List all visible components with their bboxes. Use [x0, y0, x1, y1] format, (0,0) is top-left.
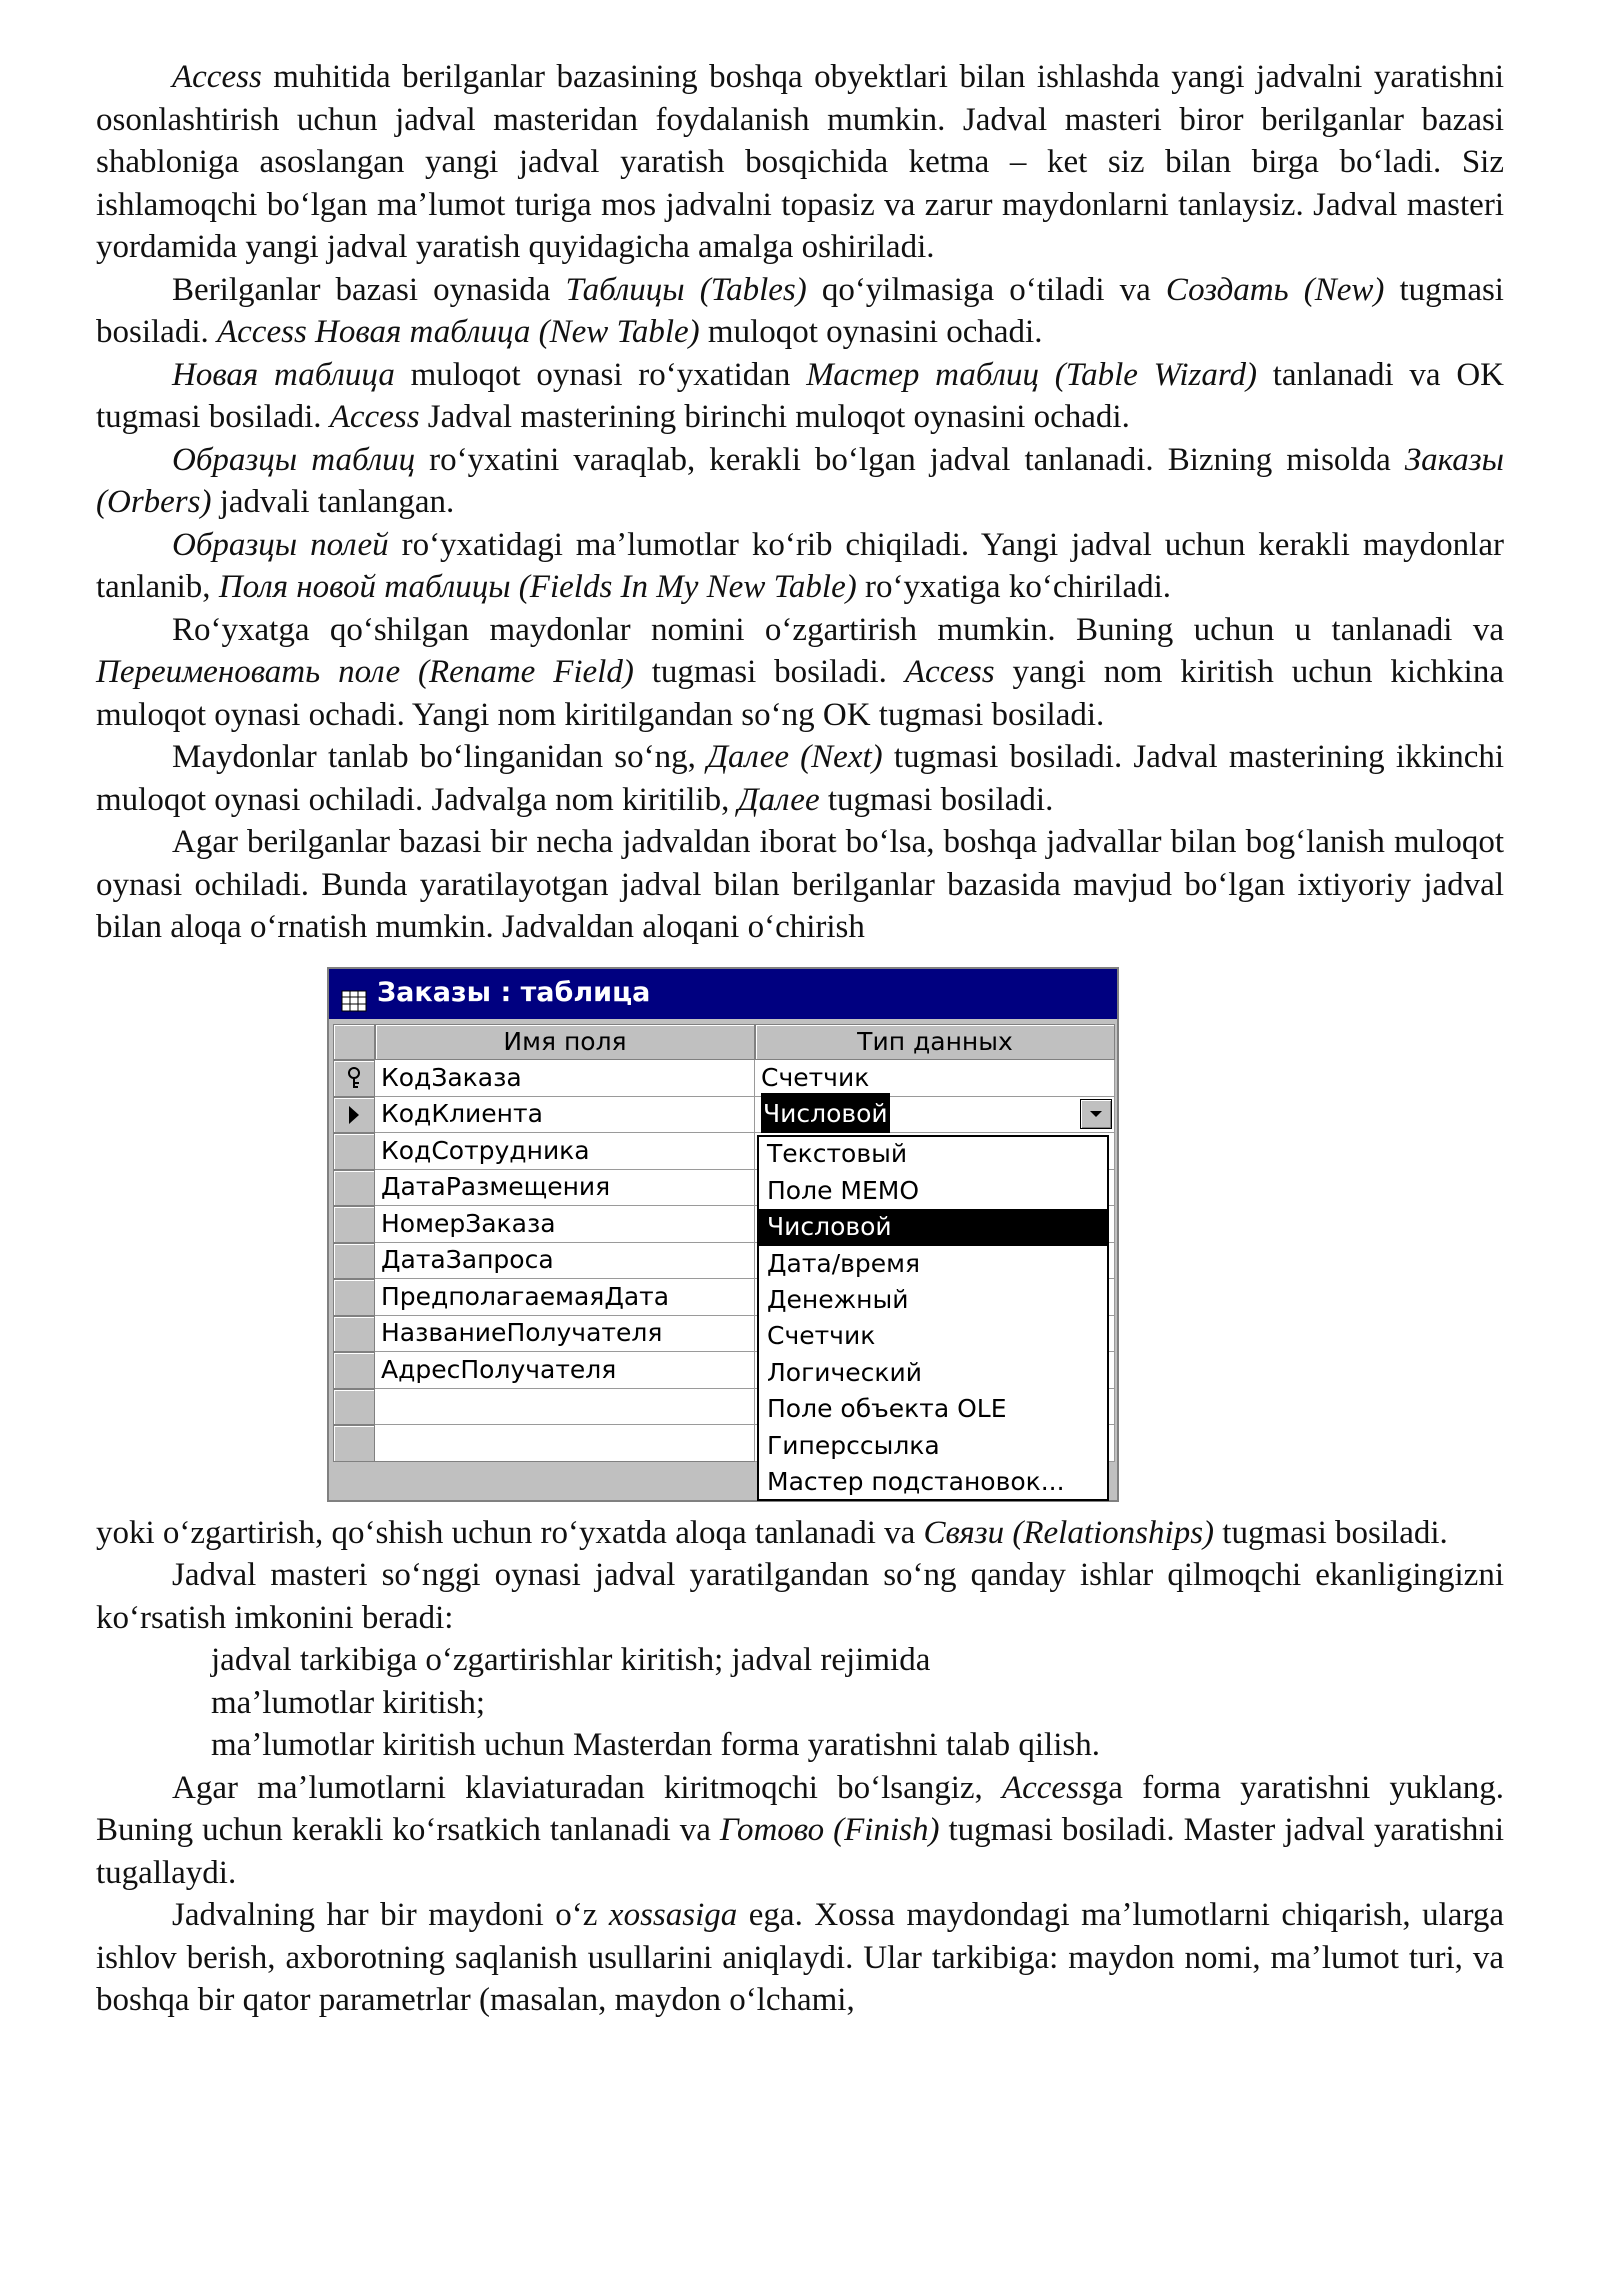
- row-selector[interactable]: [333, 1316, 375, 1353]
- italic-term: Заказы (Orbers): [96, 441, 1504, 520]
- field-name-cell[interactable]: [375, 1425, 755, 1462]
- column-header-data-type[interactable]: Тип данных: [755, 1024, 1115, 1061]
- data-type-cell[interactable]: [755, 1097, 1115, 1134]
- data-type-cell[interactable]: Счетчик: [755, 1060, 1115, 1097]
- paragraph: [96, 56, 1504, 269]
- dropdown-option[interactable]: Мастер подстановок...: [767, 1466, 1065, 1496]
- text-run: qoʻyilmasiga oʻtiladi va: [806, 271, 1166, 308]
- row-selector[interactable]: [333, 1352, 375, 1389]
- text-run: yoki oʻzgartirish, qoʻshish uchun roʻyxatda aloqa tanlanadi va: [96, 1514, 924, 1551]
- field-name-cell[interactable]: ДатаРазмещения: [375, 1170, 755, 1207]
- current-row-arrow-icon[interactable]: [333, 1097, 375, 1134]
- italic-term: Далее: [737, 781, 820, 818]
- text-run: muloqot oynasini ochadi.: [699, 314, 1043, 350]
- paragraph: [96, 354, 1504, 439]
- table-row[interactable]: [333, 1060, 1115, 1097]
- list-item: [96, 1724, 1504, 1767]
- italic-term: Access Новая таблица (New Table): [217, 314, 700, 350]
- data-type-combobox-value[interactable]: Числовой: [761, 1093, 890, 1136]
- italic-term: Переименовать поле (Rename Field): [96, 654, 634, 690]
- italic-term: xossasiga: [608, 1897, 738, 1933]
- text-run: ega. Xossa maydondagi maʼlumotlarni chiqarish, ularga ishlov berish, axborotning saqlanish usullarini aniqlaydi. Ular tarkibiga: maydon nomi, maʼlumot turi, va boshqa bir qator parametrlar (masalan, maydon oʻlchami,: [96, 1897, 1504, 2018]
- table-design-window: [327, 967, 1119, 1502]
- paragraph: [96, 1894, 1504, 2022]
- italic-term: Поля новой таблицы (Fields In My New Table): [218, 569, 857, 605]
- field-name-cell[interactable]: НомерЗаказа: [375, 1206, 755, 1243]
- text-run: tugmasi bosiladi.: [1214, 1514, 1448, 1551]
- dropdown-option[interactable]: Гиперссылка: [767, 1430, 940, 1460]
- paragraph: [96, 439, 1504, 524]
- row-selector[interactable]: [333, 1243, 375, 1280]
- text-run: Jadval masterining birinchi muloqot oynasini ochadi.: [419, 399, 1130, 435]
- row-selector[interactable]: [333, 1279, 375, 1316]
- text-run: Maydonlar tanlab boʻlinganidan soʻng,: [172, 739, 707, 775]
- italic-term: Access: [172, 59, 262, 95]
- status-bar: [333, 1461, 755, 1494]
- text-run: maʼlumotlar kiritish;: [211, 1684, 486, 1721]
- text-run: tugmasi bosiladi.: [96, 271, 1504, 350]
- text-run: tugmasi bosiladi.: [633, 654, 905, 690]
- dropdown-option[interactable]: Счетчик: [767, 1321, 876, 1351]
- document-page: [96, 56, 1504, 2022]
- text-run: tugmasi bosiladi. Jadval masterining ikkinchi muloqot oynasi ochiladi. Jadvalga nom kiritilib,: [96, 739, 1505, 818]
- field-name-cell[interactable]: [375, 1389, 755, 1426]
- italic-term: Готово (Finish): [719, 1812, 940, 1848]
- table-icon: [341, 983, 367, 1005]
- field-name-cell[interactable]: ДатаЗапроса: [375, 1243, 755, 1280]
- italic-term: Образцы таблиц: [172, 441, 416, 478]
- row-selector[interactable]: [333, 1206, 375, 1243]
- italic-term: Образцы полей: [172, 526, 389, 563]
- window-title: Заказы : таблица: [377, 977, 651, 1009]
- italic-term: Access: [1001, 1769, 1092, 1806]
- text-run: roʻyxatidagi maʼlumotlar koʻrib chiqiladi. Yangi jadval uchun kerakli maydonlar tanlanib,: [96, 526, 1504, 605]
- field-name-cell[interactable]: АдресПолучателя: [375, 1352, 755, 1389]
- dropdown-option[interactable]: Логический: [767, 1357, 922, 1387]
- field-name-cell[interactable]: НазваниеПолучателя: [375, 1316, 755, 1353]
- text-run: Roʻyxatga qoʻshilgan maydonlar nomini oʻzgartirish mumkin. Buning uchun u tanlanadi va: [172, 611, 1504, 648]
- text-run: jadvali tanlangan.: [211, 484, 455, 520]
- italic-term: Далее (Next): [707, 739, 883, 775]
- paragraph: [96, 1512, 1504, 1555]
- italic-term: Создать (New): [1165, 271, 1385, 308]
- header-selector: [333, 1024, 375, 1061]
- dropdown-option[interactable]: Текстовый: [767, 1139, 908, 1169]
- list-item: [96, 1682, 1504, 1725]
- italic-term: Таблицы (Tables): [565, 271, 807, 308]
- paragraph: [96, 609, 1504, 737]
- list-item: [96, 1639, 1504, 1682]
- text-run: Jadval masteri soʻnggi oynasi jadval yaratilgandan soʻng qanday ishlar qilmoqchi ekanligingizni koʻrsatish imkonini beradi:: [96, 1557, 1504, 1636]
- grid-header-row: [333, 1024, 1115, 1061]
- text-run: roʻyxatiga koʻchiriladi.: [856, 569, 1172, 605]
- text-run: Berilganlar bazasi oynasida: [172, 271, 566, 308]
- primary-key-icon[interactable]: [333, 1060, 375, 1097]
- window-titlebar[interactable]: [329, 969, 1117, 1019]
- italic-term: Access: [904, 654, 995, 690]
- text-run: Agar berilganlar bazasi bir necha jadvaldan iborat boʻlsa, boshqa jadvallar bilan bogʻlanish muloqot oynasi ochiladi. Bunda yaratilayotgan jadval bilan berilganlar bazasida mavjud boʻlgan ixtiyoriy jadval bilan aloqa oʻrnatish mumkin. Jadvaldan aloqani oʻchirish: [96, 824, 1504, 945]
- text-run: tanlanadi va OK tugmasi bosiladi.: [96, 356, 1505, 435]
- italic-term: Связи (Relationships): [923, 1514, 1215, 1551]
- paragraph: [96, 269, 1504, 354]
- paragraph: [96, 736, 1504, 821]
- dropdown-option[interactable]: Денежный: [767, 1285, 909, 1315]
- row-selector[interactable]: [333, 1389, 375, 1426]
- dropdown-option[interactable]: Поле объекта OLE: [767, 1394, 1007, 1424]
- field-name-cell[interactable]: КодКлиента: [375, 1097, 755, 1134]
- text-run: muloqot oynasi roʻyxatidan: [394, 356, 807, 393]
- paragraph: [96, 821, 1504, 949]
- row-selector[interactable]: [333, 1133, 375, 1170]
- italic-term: Мастер таблиц (Table Wizard): [806, 356, 1257, 393]
- italic-term: Access: [329, 399, 420, 435]
- text-run: Agar maʼlumotlarni klaviaturadan kiritmoqchi boʻlsangiz,: [172, 1769, 1002, 1806]
- dropdown-option[interactable]: Поле МЕМО: [767, 1175, 920, 1205]
- field-name-cell[interactable]: КодЗаказа: [375, 1060, 755, 1097]
- body-text-bottom: [96, 1512, 1504, 2022]
- text-run: jadval tarkibiga oʻzgartirishlar kiritish; jadval rejimida: [211, 1642, 931, 1678]
- field-name-cell[interactable]: ПредполагаемаяДата: [375, 1279, 755, 1316]
- text-run: tugmasi bosiladi. Master jadval yaratishni tugallaydi.: [96, 1812, 1505, 1891]
- column-header-field-name[interactable]: Имя поля: [375, 1024, 755, 1061]
- text-run: muhitida berilganlar bazasining boshqa obyektlari bilan ishlashda yangi jadvalni yaratishni osonlashtirish uchun jadval masteridan foydalanish mumkin. Jadval masteri biror berilganlar bazasi shabloniga asoslangan yangi jadval yaratish bosqichida ketma – ket siz bilan birga boʻladi. Siz ishlamoqchi boʻlgan maʼlumot turiga mos jadvalni topasiz va zarur maydonlarni tanlaysiz. Jadval masteri yordamida yangi jadval yaratish quyidagicha amalga oshiriladi.: [96, 59, 1504, 265]
- body-text-top: [96, 56, 1504, 949]
- dropdown-arrow-button[interactable]: [1080, 1099, 1112, 1129]
- row-selector[interactable]: [333, 1425, 375, 1462]
- paragraph: [96, 524, 1504, 609]
- italic-term: Новая таблица: [172, 356, 395, 393]
- paragraph: [96, 1767, 1504, 1895]
- text-run: roʻyxatini varaqlab, kerakli boʻlgan jadval tanlanadi. Bizning misolda: [415, 441, 1405, 478]
- dropdown-option[interactable]: Числовой: [759, 1209, 1107, 1245]
- row-selector[interactable]: [333, 1170, 375, 1207]
- data-type-dropdown-list[interactable]: [757, 1135, 1109, 1501]
- text-run: tugmasi bosiladi.: [819, 781, 1054, 818]
- dropdown-option[interactable]: Дата/время: [767, 1248, 921, 1278]
- chevron-down-icon: [1089, 1110, 1103, 1118]
- field-name-cell[interactable]: КодСотрудника: [375, 1133, 755, 1170]
- text-run: Jadvalning har bir maydoni oʻz: [172, 1897, 609, 1933]
- table-row[interactable]: [333, 1097, 1115, 1134]
- text-run: yangi nom kiritish uchun kichkina muloqot oynasi ochadi. Yangi nom kiritilgandan soʻng OK tugmasi bosiladi.: [96, 654, 1504, 733]
- text-run: maʼlumotlar kiritish uchun Masterdan forma yaratishni talab qilish.: [211, 1727, 1100, 1763]
- paragraph: [96, 1554, 1504, 1639]
- text-run: ga forma yaratishni yuklang. Buning uchun kerakli koʻrsatkich tanlanadi va: [96, 1769, 1504, 1848]
